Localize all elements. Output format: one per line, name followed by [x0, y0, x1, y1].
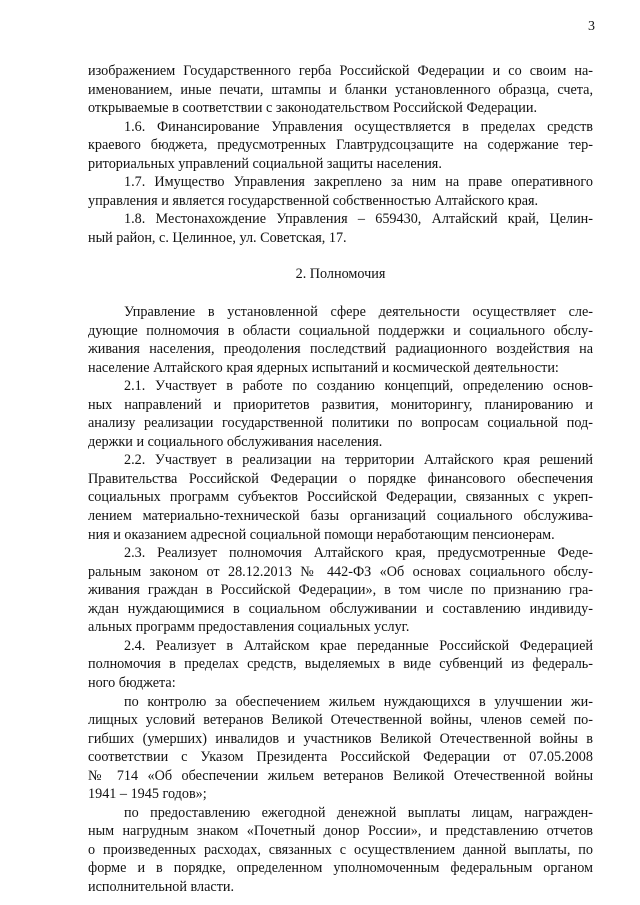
text-line: альных программ предоставления социальных услуг.: [88, 619, 410, 636]
section-heading: 2. Полномочия: [295, 266, 386, 283]
paragraph-1-6: [88, 118, 593, 174]
text-line: исполнительной власти.: [88, 878, 235, 895]
text-line: риториальных управлений социальной защиты населения.: [88, 155, 442, 172]
paragraph-2-4-donor: [88, 804, 593, 897]
text-line: ным нагрудным знаком «Почетный донор России», и представлению отчетов: [88, 823, 593, 840]
spacer: [88, 247, 593, 259]
text-line: ных направлений и приоритетов развития, мониторингу, планированию и: [88, 396, 593, 413]
paragraph-1-7: [88, 173, 593, 210]
text-line: 2.2. Участвует в реализации на территории Алтайского края решений: [124, 452, 593, 469]
paragraph-2-3: [88, 544, 593, 637]
text-line: лищных условий ветеранов Великой Отечественной войны, членов семей по-: [88, 712, 593, 729]
text-line: изображением Государственного герба Российской Федерации и со своим на-: [88, 63, 593, 79]
text-line: анализу реализации государственной политики по вопросам социальной под-: [88, 415, 593, 432]
paragraph-2-2: [88, 451, 593, 544]
paragraph-1-8: [88, 210, 593, 247]
text-line: управления и является государственной собственностью Алтайского края.: [88, 192, 539, 209]
text-line: 2.4. Реализует в Алтайском крае переданные Российской Федерацией: [124, 637, 593, 654]
text-line: гибших (умерших) инвалидов и участников Великой Отечественной войны в: [88, 730, 593, 747]
text-line: 1.6. Финансирование Управления осуществляется в пределах средств: [124, 118, 593, 135]
text-line: население Алтайского края ядерных испытаний и космической деятельности:: [88, 359, 559, 376]
text-line: социальных программ субъектов Российской Федерации, связанных с укреп-: [88, 489, 593, 506]
text-line: открываемые в соответствии с законодательством Российской Федерации.: [88, 100, 537, 117]
text-line: 2.1. Участвует в работе по созданию концепций, определению основ-: [124, 378, 593, 395]
text-line: № 714 «Об обеспечении жильем ветеранов Великой Отечественной войны: [88, 767, 593, 784]
paragraph-2-intro: [88, 303, 593, 377]
text-line: Правительства Российской Федерации о порядке финансового обеспечения: [88, 470, 593, 487]
text-line: форме и в порядке, определенном уполномоченным федеральным органом: [88, 860, 593, 877]
text-line: ждан нуждающимися в социальном обслуживании и составлению индивиду-: [88, 600, 593, 617]
paragraph-2-4-housing: [88, 693, 593, 804]
paragraph-1-5-continuation: [88, 62, 593, 118]
document-body: [88, 62, 593, 897]
text-line: ного бюджета:: [88, 674, 176, 691]
text-line: 1941 – 1945 годов»;: [88, 786, 207, 803]
text-line: о произведенных расходах, связанных с осуществлением данной выплаты, по: [88, 841, 593, 858]
text-line: ния и оказанием адресной социальной помощи неработающим пенсионерам.: [88, 526, 555, 543]
text-line: живания населения, преодоления последствий радиационного воздействия на: [88, 341, 593, 358]
text-line: 1.7. Имущество Управления закреплено за ним на праве оперативного: [124, 174, 593, 191]
text-line: лением материально-технической базы организаций социального обслужива-: [88, 508, 593, 525]
text-line: по контролю за обеспечением жильем нуждающихся в улучшении жи-: [124, 693, 593, 710]
text-line: краевого бюджета, предусмотренных Главтрудсоцзащите на содержание тер-: [88, 137, 593, 154]
paragraph-2-4: [88, 637, 593, 693]
text-line: ральным законом от 28.12.2013 № 442-ФЗ «Об основах социального обслу-: [88, 563, 593, 580]
page-number: 3: [588, 19, 595, 34]
text-line: 2.3. Реализует полномочия Алтайского края, предусмотренные Феде-: [124, 545, 593, 562]
text-line: именованием, иные печати, штампы и бланки установленного образца, счета,: [88, 81, 593, 98]
text-line: по предоставлению ежегодной денежной выплаты лицам, награжден-: [124, 804, 593, 821]
text-line: Управление в установленной сфере деятельности осуществляет сле-: [124, 304, 593, 321]
text-line: 1.8. Местонахождение Управления – 659430, Алтайский край, Целин-: [124, 211, 593, 228]
text-line: ный район, с. Целинное, ул. Советская, 17.: [88, 229, 347, 246]
text-line: полномочия в пределах средств, выделяемых в виде субвенций из федераль-: [88, 656, 593, 673]
text-line: дующие полномочия в области социальной поддержки и социального обслу-: [88, 322, 593, 339]
paragraph-2-1: [88, 377, 593, 451]
text-line: живания граждан в Российской Федерации», в том числе по признанию гра-: [88, 582, 593, 599]
text-line: держки и социального обслуживания населения.: [88, 433, 383, 450]
text-line: соответствии с Указом Президента Российской Федерации от 07.05.2008: [88, 749, 593, 766]
